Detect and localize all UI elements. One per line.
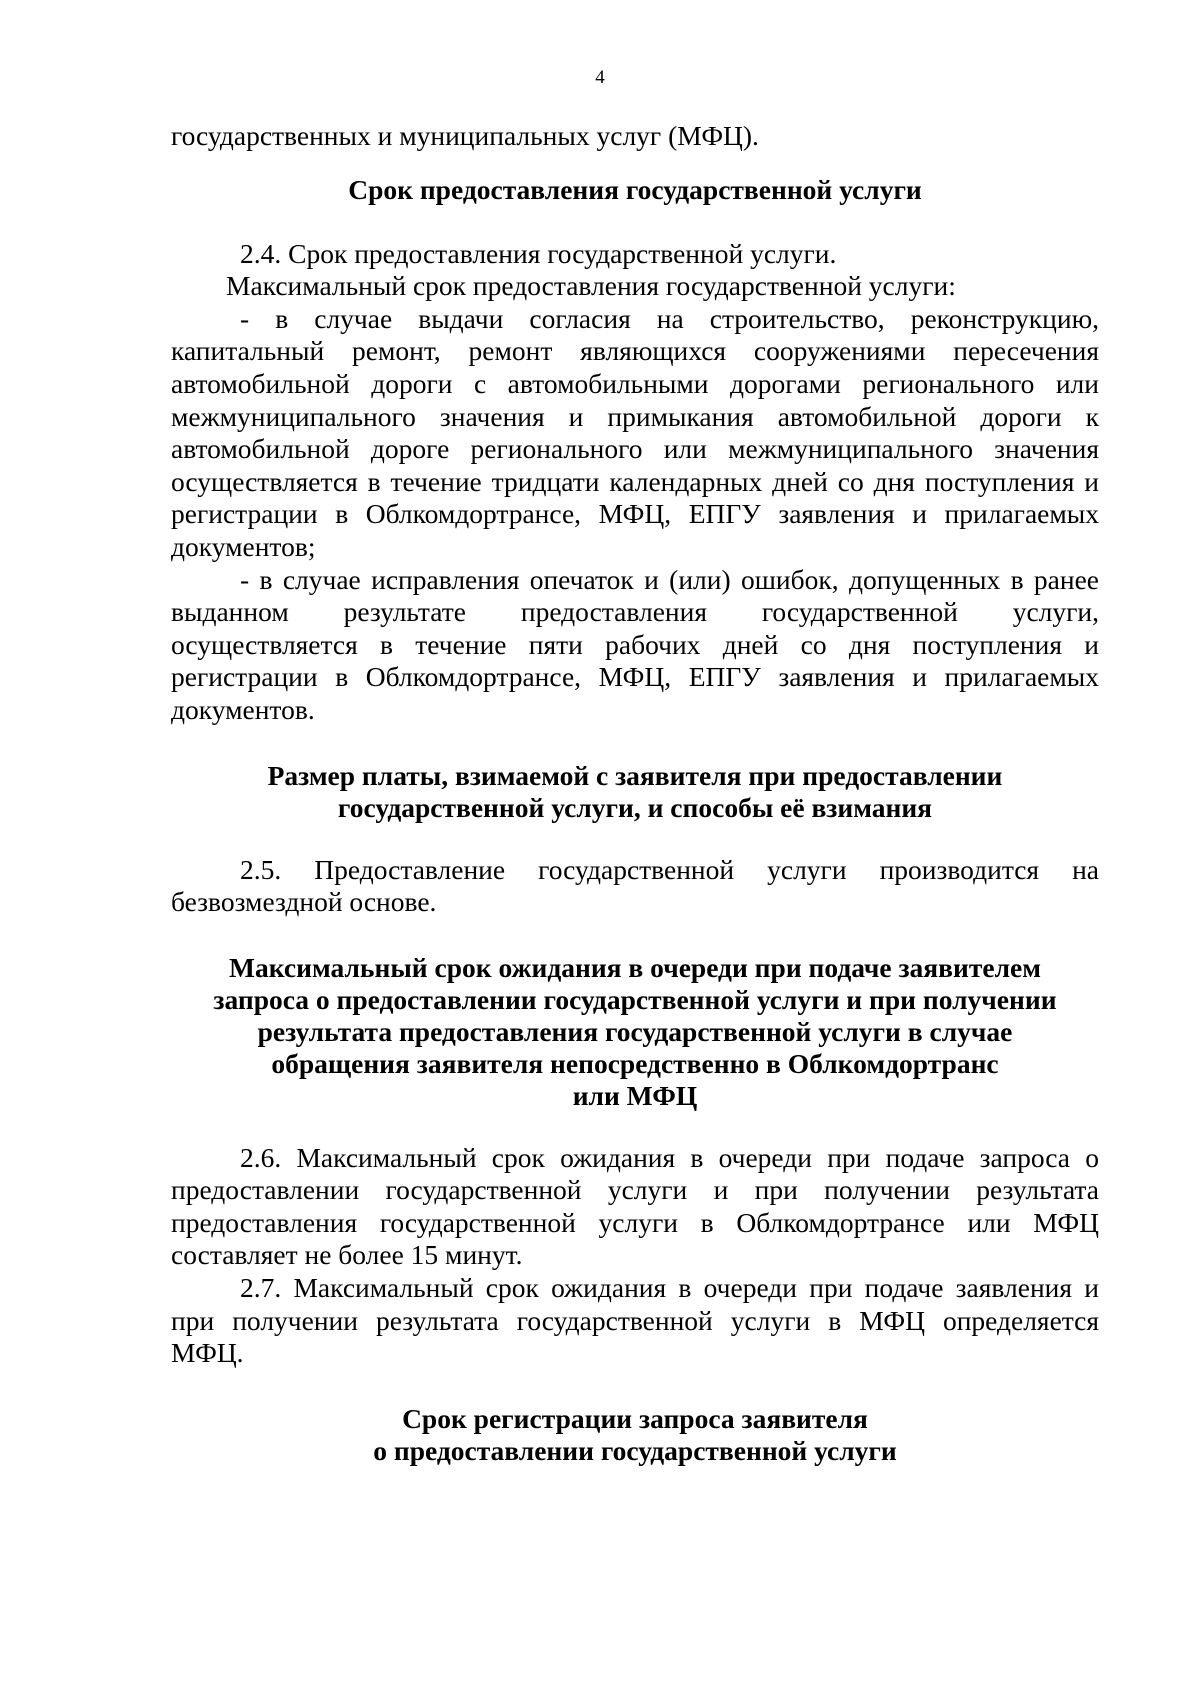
paragraph-2-6: 2.6. Максимальный срок ожидания в очереди при подаче запроса о предоставлении государственной услуги и при получении результата предоставления государственной услуги в Облкомдортрансе или МФЦ составляет не более 15 минут.	[171, 1141, 1099, 1271]
intro-line: государственных и муниципальных услуг (МФЦ).	[171, 120, 759, 151]
max-term-intro: Максимальный срок предоставления государственной услуги:	[226, 270, 956, 302]
section-heading-line: Максимальный срок ожидания в очереди при подаче заявителем	[229, 951, 1041, 983]
page-number: 4	[595, 67, 605, 88]
section-fee	[171, 760, 1099, 919]
paragraph-2-7: 2.7. Максимальный срок ожидания в очереди при подаче заявления и при получении результата государственной услуги в МФЦ определяется МФЦ.	[171, 1272, 1099, 1369]
section-heading-line: результата предоставления государственной услуги в случае	[257, 1015, 1013, 1047]
paragraph-2-5: 2.5. Предоставление государственной услуги производится на безвозмездной основе.	[171, 853, 1099, 918]
section-heading-line: или МФЦ	[572, 1079, 698, 1111]
document-body	[171, 120, 1099, 1467]
section-term	[171, 174, 1099, 727]
section-heading-line: обращения заявителя непосредственно в Облкомдортранс	[271, 1047, 999, 1079]
section-queue	[171, 952, 1099, 1370]
section-heading-line: о предоставлении государственной услуги	[373, 1434, 897, 1466]
section-heading-line: запроса о предоставлении государственной услуги и при получении	[213, 983, 1057, 1015]
term-bullet-1: - в случае выдачи согласия на строительство, реконструкцию, капитальный ремонт, ремонт являющихся сооружениями пересечения автомобильной дороги с автомобильными дорогами регионального или межмуниципального значения и примыкания автомобильной дороги к автомобильной дороге регионального или межмуниципального значения осуществляется в течение тридцати календарных дней со дня поступления и регистрации в Облкомдортрансе, МФЦ, ЕПГУ заявления и прилагаемых документов;	[171, 302, 1099, 562]
section-heading-line: Срок регистрации запроса заявителя	[402, 1402, 868, 1434]
section-registration	[171, 1403, 1099, 1467]
section-heading-line: государственной услуги, и способы её взимания	[337, 791, 933, 823]
section-heading: Срок предоставления государственной услуги	[348, 173, 922, 205]
term-bullet-2: - в случае исправления опечаток и (или) ошибок, допущенных в ранее выданном результате предоставления государственной услуги, осуществляется в течение пяти рабочих дней со дня поступления и регистрации в Облкомдортрансе, МФЦ, ЕПГУ заявления и прилагаемых документов.	[171, 563, 1099, 725]
section-heading-line: Размер платы, взимаемой с заявителя при предоставлении	[267, 759, 1003, 791]
paragraph-2-4: 2.4. Срок предоставления государственной услуги.	[240, 237, 837, 269]
